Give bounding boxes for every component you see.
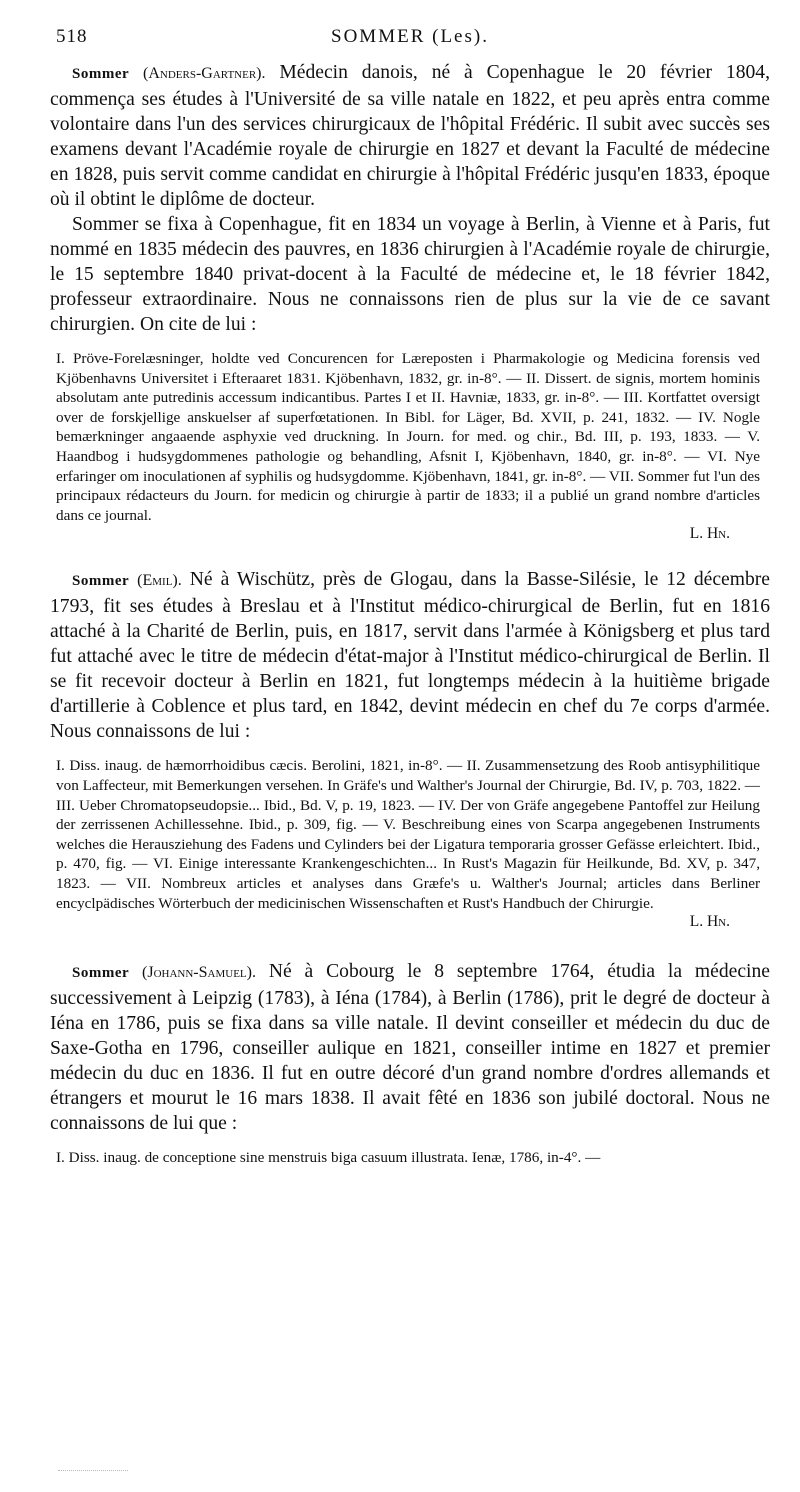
entry-text: Né à Cobourg le 8 septembre 1764, étudia la médecine successivement à Leipzig (1783), à Iéna (1784), à Berlin (1786), prit le degré de docteur à Iéna en 1786, puis se fixa dans sa ville natale. Il devint conseiller et médecin du duc de Saxe-Gotha en 1796, conseiller aulique en 1821, conseiller intime en 1827 et premier médecin du duc en 1836. Il fut en outre décoré d'un grand nombre d'ordres allemands et étrangers et mourut le 16 mars 1838. Il avait fêté en 1836 son jubilé doctoral. Nous ne connaissons de lui que : <box>50 961 770 1135</box>
entry-emil <box>50 567 770 931</box>
entry-text: Né à Wischütz, près de Glogau, dans la Basse-Silésie, le 12 décembre 1793, fit ses études à Breslau et à l'Institut médico-chirurgical de Berlin, fut en 1816 attaché à la Charité de Berlin, puis, en 1817, servit dans l'armée à Königsberg et plus tard fut attaché avec le titre de médecin d'état-major à l'Institut médico-chirurgical de Berlin. Il se fit recevoir docteur à Berlin en 1821, fut longtemps médecin à la huitième brigade d'artillerie à Coblence et plus tard, en 1842, devint médecin en chef du 7e corps d'armée. Nous connaissons de lui : <box>50 569 770 743</box>
entry-paragraph <box>50 60 770 212</box>
entry-paragraph <box>50 959 770 1136</box>
running-header <box>50 26 770 54</box>
entry-paragraph <box>50 567 770 744</box>
bibliography: I. Pröve-Forelæsninger, holdte ved Concurencen for Læreposten i Pharmakologie og Medicina forensis ved Kjöbenhavns Universitet i Efteraaret 1831. Kjöbenhavn, 1832, gr. in-8°. — II. Dissert. de signis, mortem hominis absolutam ante putredinis accessum indicantibus. Partes I et II. Havniæ, 1833, gr. in-8°. — III. Kortfattet oversigt over de forskjellige anskuelser af superfœtationen. In Bibl. for Läger, Bd. XVII, p. 241, 1832. — IV. Nogle bemærkninger angaaende asphyxie ved druckning. In Journ. for med. og chir., Bd. III, p. 193, 1833. — V. Haandbog i hudsygdommenes pathologie og behandling, Afsnit I, Kjöbenhavn, 1840, gr. in-8°. — VI. Nye erfaringer om inoculationen af syphilis og hudsygdomme. Kjöbenhavn, 1841, gr. in-8°. — VII. Sommer fut l'un des principaux rédacteurs du Journ. for medicin og chirurgie à partir de 1833; il a publié un grand nombre d'articles dans ce journal. <box>56 350 760 524</box>
entry-surname: Sommer <box>72 573 130 590</box>
page <box>50 26 770 1168</box>
entry-given-name: (Emil). <box>137 572 182 590</box>
entry-text: Médecin danois, né à Copenhague le 20 février 1804, commença ses études à l'Université de sa ville natale en 1822, et peu après entra comme volontaire dans l'un des services chirurgicaux de l'hôpital Frédéric. Il subit avec succès ses examens devant l'Académie royale de chirurgie en 1827 et devant la Faculté de médecine en 1828, puis servit comme candidat en chirurgie à l'hôpital Frédéric jusqu'en 1833, époque où il obtint le diplôme de docteur. <box>50 62 770 210</box>
author-signature: L. Hn. <box>689 913 730 931</box>
bibliography: I. Diss. inaug. de hæmorrhoidibus cæcis. Berolini, 1821, in-8°. — II. Zusammensetzung des Roob antisyphilitique von Laffecteur, mit Bemerkungen versehen. In Gräfe's und Walther's Journal der Chirurgie, Bd. IV, p. 703, 1822. — III. Ueber Chromatopseudopsie... Ibid., Bd. V, p. 19, 1823. — IV. Der von Gräfe angegebene Pantoffel zur Heilung der zerrissenen Achillessehne. Ibid., p. 309, fig. — V. Beschreibung eines von Scarpa angegebenen Instruments welches die Herausziehung des Fadens und Cylinders bei der Ligatura temporaria grosser Gefässe erleichtert. Ibid., p. 470, fig. — VI. Einige interessante Krankengeschichten... In Rust's Magazin für Heilkunde, Bd. XV, p. 347, 1823. — VII. Nombreux articles et analyses dans Græfe's u. Walther's Journal; articles dans Berliner encyclpädisches Wörterbuch der medicinischen Wissenschaften et Rust's Handbuch der Chirurgie. <box>56 757 760 912</box>
bibliography: I. Diss. inaug. de conceptione sine menstruis biga casuum illustrata. Ienæ, 1786, in-4°. — <box>56 1149 601 1167</box>
entry-surname: Sommer <box>72 66 130 82</box>
running-title: SOMMER (Les). <box>331 26 489 47</box>
author-signature: L. Hn. <box>689 525 730 543</box>
entry-johann-samuel <box>50 959 770 1168</box>
page-number: 518 <box>56 26 88 47</box>
entry-surname: Sommer <box>72 965 130 982</box>
entry-given-name: (Anders-Gartner). <box>143 65 266 82</box>
scan-artifact-divider <box>58 1470 128 1471</box>
entry-given-name: (Johann-Samuel). <box>142 964 256 982</box>
entry-paragraph: Sommer se fixa à Copenhague, fit en 1834 un voyage à Berlin, à Vienne et à Paris, fut nommé en 1835 médecin des pauvres, en 1836 chirurgien à l'Académie royale de chirurgie, le 15 septembre 1840 privat-docent à la Faculté de médecine et, le 18 février 1842, professeur extraordinaire. Nous ne connaissons rien de plus sur la vie de ce savant chirurgien. On cite de lui : <box>50 214 770 335</box>
entry-anders-gartner <box>50 60 770 543</box>
